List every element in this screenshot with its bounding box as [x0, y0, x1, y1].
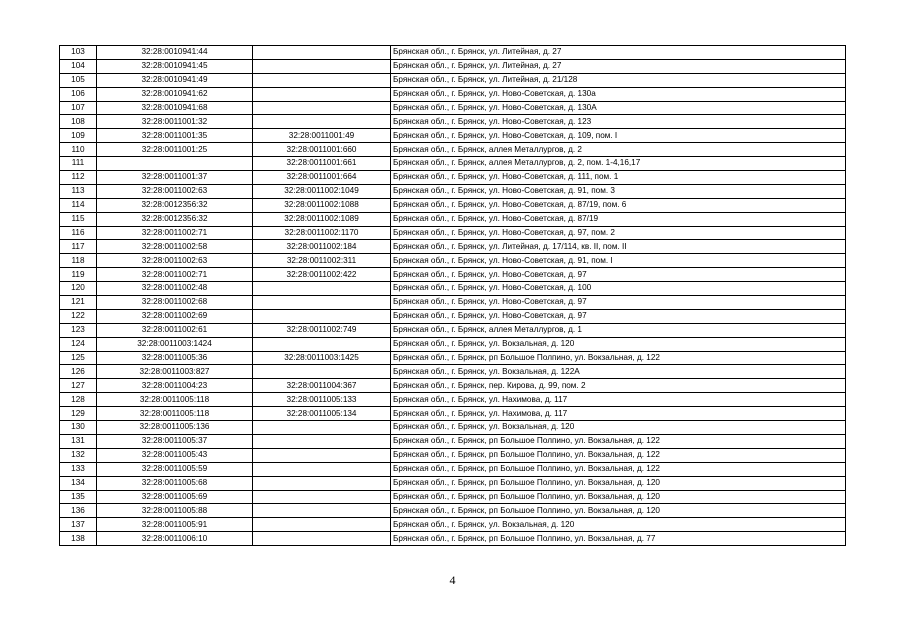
table-row [60, 73, 846, 87]
new-cadastral-number-cell: 32:28:0011001:664 [253, 171, 391, 185]
row-number-cell: 128 [60, 393, 97, 407]
cadastral-number-cell: 32:28:0011002:71 [97, 268, 253, 282]
address-cell: Брянская обл., г. Брянск, ул. Ново-Советская, д. 111, пом. 1 [391, 171, 846, 185]
new-cadastral-number-cell [253, 490, 391, 504]
table-row [60, 309, 846, 323]
address-cell: Брянская обл., г. Брянск, ул. Ново-Советская, д. 130А [391, 101, 846, 115]
table-row [60, 143, 846, 157]
table-row [60, 476, 846, 490]
row-number-cell: 104 [60, 59, 97, 73]
cadastral-number-cell: 32:28:0011005:69 [97, 490, 253, 504]
row-number-cell: 111 [60, 157, 97, 171]
row-number-cell: 131 [60, 434, 97, 448]
table-row [60, 532, 846, 546]
cadastral-number-cell: 32:28:0011005:43 [97, 448, 253, 462]
cadastral-number-cell: 32:28:0010941:62 [97, 87, 253, 101]
address-cell: Брянская обл., г. Брянск, аллея Металлургов, д. 2 [391, 143, 846, 157]
new-cadastral-number-cell [253, 448, 391, 462]
address-cell: Брянская обл., г. Брянск, ул. Ново-Советская, д. 87/19, пом. 6 [391, 198, 846, 212]
cadastral-number-cell: 32:28:0011002:58 [97, 240, 253, 254]
cadastral-number-cell: 32:28:0011002:68 [97, 296, 253, 310]
new-cadastral-number-cell: 32:28:0011004:367 [253, 379, 391, 393]
new-cadastral-number-cell: 32:28:0011002:422 [253, 268, 391, 282]
row-number-cell: 117 [60, 240, 97, 254]
table-row [60, 393, 846, 407]
address-cell: Брянская обл., г. Брянск, рп Большое Полпино, ул. Вокзальная, д. 122 [391, 462, 846, 476]
address-cell: Брянская обл., г. Брянск, ул. Вокзальная, д. 120 [391, 421, 846, 435]
new-cadastral-number-cell: 32:28:0011002:311 [253, 254, 391, 268]
address-cell: Брянская обл., г. Брянск, ул. Ново-Советская, д. 97 [391, 309, 846, 323]
new-cadastral-number-cell: 32:28:0011001:660 [253, 143, 391, 157]
address-cell: Брянская обл., г. Брянск, ул. Вокзальная, д. 122А [391, 365, 846, 379]
table-row [60, 337, 846, 351]
table-row [60, 407, 846, 421]
row-number-cell: 126 [60, 365, 97, 379]
table-row [60, 448, 846, 462]
cadastral-number-cell: 32:28:0010941:44 [97, 46, 253, 60]
address-cell: Брянская обл., г. Брянск, ул. Вокзальная, д. 120 [391, 337, 846, 351]
cadastral-number-cell: 32:28:0011002:71 [97, 226, 253, 240]
address-cell: Брянская обл., г. Брянск, рп Большое Полпино, ул. Вокзальная, д. 120 [391, 504, 846, 518]
new-cadastral-number-cell [253, 282, 391, 296]
cadastral-number-cell: 32:28:0011001:32 [97, 115, 253, 129]
cadastral-number-cell: 32:28:0011002:63 [97, 254, 253, 268]
table-row [60, 157, 846, 171]
address-cell: Брянская обл., г. Брянск, ул. Ново-Советская, д. 91, пом. 3 [391, 184, 846, 198]
cadastral-number-cell: 32:28:0011001:37 [97, 171, 253, 185]
cadastral-number-cell: 32:28:0011005:118 [97, 407, 253, 421]
row-number-cell: 134 [60, 476, 97, 490]
address-cell: Брянская обл., г. Брянск, рп Большое Полпино, ул. Вокзальная, д. 77 [391, 532, 846, 546]
address-cell: Брянская обл., г. Брянск, ул. Ново-Советская, д. 97, пом. 2 [391, 226, 846, 240]
address-cell: Брянская обл., г. Брянск, ул. Ново-Советская, д. 91, пом. I [391, 254, 846, 268]
cadastral-number-cell: 32:28:0011005:91 [97, 518, 253, 532]
address-cell: Брянская обл., г. Брянск, рп Большое Полпино, ул. Вокзальная, д. 122 [391, 448, 846, 462]
new-cadastral-number-cell: 32:28:0011002:184 [253, 240, 391, 254]
row-number-cell: 121 [60, 296, 97, 310]
cadastral-number-cell: 32:28:0010941:68 [97, 101, 253, 115]
cadastral-number-cell: 32:28:0011005:68 [97, 476, 253, 490]
table-row [60, 379, 846, 393]
new-cadastral-number-cell [253, 365, 391, 379]
new-cadastral-number-cell [253, 87, 391, 101]
new-cadastral-number-cell [253, 532, 391, 546]
row-number-cell: 125 [60, 351, 97, 365]
table-row [60, 101, 846, 115]
table-row [60, 282, 846, 296]
cadastral-table [59, 45, 846, 546]
cadastral-number-cell: 32:28:0011005:37 [97, 434, 253, 448]
new-cadastral-number-cell: 32:28:0011001:49 [253, 129, 391, 143]
row-number-cell: 120 [60, 282, 97, 296]
address-cell: Брянская обл., г. Брянск, аллея Металлургов, д. 1 [391, 323, 846, 337]
new-cadastral-number-cell [253, 421, 391, 435]
row-number-cell: 132 [60, 448, 97, 462]
new-cadastral-number-cell [253, 46, 391, 60]
table-row [60, 490, 846, 504]
new-cadastral-number-cell [253, 59, 391, 73]
cadastral-number-cell: 32:28:0011005:118 [97, 393, 253, 407]
row-number-cell: 113 [60, 184, 97, 198]
table-row [60, 171, 846, 185]
new-cadastral-number-cell [253, 504, 391, 518]
row-number-cell: 109 [60, 129, 97, 143]
address-cell: Брянская обл., г. Брянск, ул. Нахимова, д. 117 [391, 407, 846, 421]
cadastral-number-cell: 32:28:0011004:23 [97, 379, 253, 393]
cadastral-number-cell: 32:28:0011002:61 [97, 323, 253, 337]
address-cell: Брянская обл., г. Брянск, рп Большое Полпино, ул. Вокзальная, д. 122 [391, 434, 846, 448]
row-number-cell: 119 [60, 268, 97, 282]
address-cell: Брянская обл., г. Брянск, ул. Литейная, д. 27 [391, 59, 846, 73]
cadastral-number-cell: 32:28:0011005:59 [97, 462, 253, 476]
address-cell: Брянская обл., г. Брянск, ул. Литейная, д. 17/114, кв. II, пом. II [391, 240, 846, 254]
cadastral-number-cell: 32:28:0011002:63 [97, 184, 253, 198]
cadastral-number-cell [97, 157, 253, 171]
row-number-cell: 114 [60, 198, 97, 212]
cadastral-number-cell: 32:28:0011006:10 [97, 532, 253, 546]
row-number-cell: 110 [60, 143, 97, 157]
row-number-cell: 135 [60, 490, 97, 504]
row-number-cell: 137 [60, 518, 97, 532]
cadastral-number-cell: 32:28:0011005:36 [97, 351, 253, 365]
new-cadastral-number-cell [253, 434, 391, 448]
row-number-cell: 112 [60, 171, 97, 185]
table-row [60, 212, 846, 226]
new-cadastral-number-cell [253, 462, 391, 476]
row-number-cell: 115 [60, 212, 97, 226]
cadastral-number-cell: 32:28:0012356:32 [97, 198, 253, 212]
cadastral-number-cell: 32:28:0012356:32 [97, 212, 253, 226]
table-row [60, 254, 846, 268]
page-number: 4 [449, 573, 456, 587]
new-cadastral-number-cell: 32:28:0011001:661 [253, 157, 391, 171]
new-cadastral-number-cell [253, 296, 391, 310]
row-number-cell: 127 [60, 379, 97, 393]
address-cell: Брянская обл., г. Брянск, ул. Ново-Советская, д. 97 [391, 296, 846, 310]
new-cadastral-number-cell: 32:28:0011005:134 [253, 407, 391, 421]
table-row [60, 240, 846, 254]
table-row [60, 115, 846, 129]
new-cadastral-number-cell [253, 518, 391, 532]
table-row [60, 421, 846, 435]
table-row [60, 351, 846, 365]
address-cell: Брянская обл., г. Брянск, ул. Литейная, д. 27 [391, 46, 846, 60]
cadastral-number-cell: 32:28:0011003:827 [97, 365, 253, 379]
row-number-cell: 124 [60, 337, 97, 351]
row-number-cell: 116 [60, 226, 97, 240]
address-cell: Брянская обл., г. Брянск, ул. Ново-Советская, д. 109, пом. I [391, 129, 846, 143]
address-cell: Брянская обл., г. Брянск, ул. Литейная, д. 21/128 [391, 73, 846, 87]
address-cell: Брянская обл., г. Брянск, пер. Кирова, д. 99, пом. 2 [391, 379, 846, 393]
new-cadastral-number-cell: 32:28:0011003:1425 [253, 351, 391, 365]
cadastral-number-cell: 32:28:0011002:48 [97, 282, 253, 296]
row-number-cell: 106 [60, 87, 97, 101]
new-cadastral-number-cell: 32:28:0011002:1088 [253, 198, 391, 212]
new-cadastral-number-cell: 32:28:0011002:1170 [253, 226, 391, 240]
address-cell: Брянская обл., г. Брянск, ул. Нахимова, д. 117 [391, 393, 846, 407]
table-row [60, 504, 846, 518]
row-number-cell: 138 [60, 532, 97, 546]
new-cadastral-number-cell [253, 101, 391, 115]
table-row [60, 198, 846, 212]
new-cadastral-number-cell: 32:28:0011002:1089 [253, 212, 391, 226]
cadastral-number-cell: 32:28:0011001:25 [97, 143, 253, 157]
address-cell: Брянская обл., г. Брянск, рп Большое Полпино, ул. Вокзальная, д. 122 [391, 351, 846, 365]
table-row [60, 462, 846, 476]
table-row [60, 518, 846, 532]
address-cell: Брянская обл., г. Брянск, ул. Вокзальная, д. 120 [391, 518, 846, 532]
table-row [60, 184, 846, 198]
new-cadastral-number-cell [253, 337, 391, 351]
address-cell: Брянская обл., г. Брянск, рп Большое Полпино, ул. Вокзальная, д. 120 [391, 476, 846, 490]
row-number-cell: 103 [60, 46, 97, 60]
new-cadastral-number-cell [253, 476, 391, 490]
table-row [60, 46, 846, 60]
new-cadastral-number-cell [253, 309, 391, 323]
table-row [60, 434, 846, 448]
table-row [60, 87, 846, 101]
new-cadastral-number-cell: 32:28:0011005:133 [253, 393, 391, 407]
row-number-cell: 133 [60, 462, 97, 476]
table-row [60, 226, 846, 240]
row-number-cell: 118 [60, 254, 97, 268]
row-number-cell: 129 [60, 407, 97, 421]
new-cadastral-number-cell: 32:28:0011002:1049 [253, 184, 391, 198]
address-cell: Брянская обл., г. Брянск, ул. Ново-Советская, д. 100 [391, 282, 846, 296]
row-number-cell: 122 [60, 309, 97, 323]
table-row [60, 59, 846, 73]
row-number-cell: 136 [60, 504, 97, 518]
row-number-cell: 123 [60, 323, 97, 337]
row-number-cell: 130 [60, 421, 97, 435]
cadastral-number-cell: 32:28:0011005:88 [97, 504, 253, 518]
table-row [60, 323, 846, 337]
address-cell: Брянская обл., г. Брянск, ул. Ново-Советская, д. 87/19 [391, 212, 846, 226]
address-cell: Брянская обл., г. Брянск, рп Большое Полпино, ул. Вокзальная, д. 120 [391, 490, 846, 504]
new-cadastral-number-cell: 32:28:0011002:749 [253, 323, 391, 337]
cadastral-number-cell: 32:28:0010941:49 [97, 73, 253, 87]
address-cell: Брянская обл., г. Брянск, аллея Металлургов, д. 2, пом. 1-4,16,17 [391, 157, 846, 171]
row-number-cell: 105 [60, 73, 97, 87]
cadastral-number-cell: 32:28:0011002:69 [97, 309, 253, 323]
table-row [60, 296, 846, 310]
table-row [60, 129, 846, 143]
address-cell: Брянская обл., г. Брянск, ул. Ново-Советская, д. 130а [391, 87, 846, 101]
table-row [60, 268, 846, 282]
row-number-cell: 108 [60, 115, 97, 129]
cadastral-number-cell: 32:28:0011001:35 [97, 129, 253, 143]
cadastral-number-cell: 32:28:0011005:136 [97, 421, 253, 435]
new-cadastral-number-cell [253, 73, 391, 87]
address-cell: Брянская обл., г. Брянск, ул. Ново-Советская, д. 97 [391, 268, 846, 282]
cadastral-table-body [60, 46, 846, 546]
cadastral-number-cell: 32:28:0010941:45 [97, 59, 253, 73]
cadastral-number-cell: 32:28:0011003:1424 [97, 337, 253, 351]
row-number-cell: 107 [60, 101, 97, 115]
new-cadastral-number-cell [253, 115, 391, 129]
table-row [60, 365, 846, 379]
address-cell: Брянская обл., г. Брянск, ул. Ново-Советская, д. 123 [391, 115, 846, 129]
